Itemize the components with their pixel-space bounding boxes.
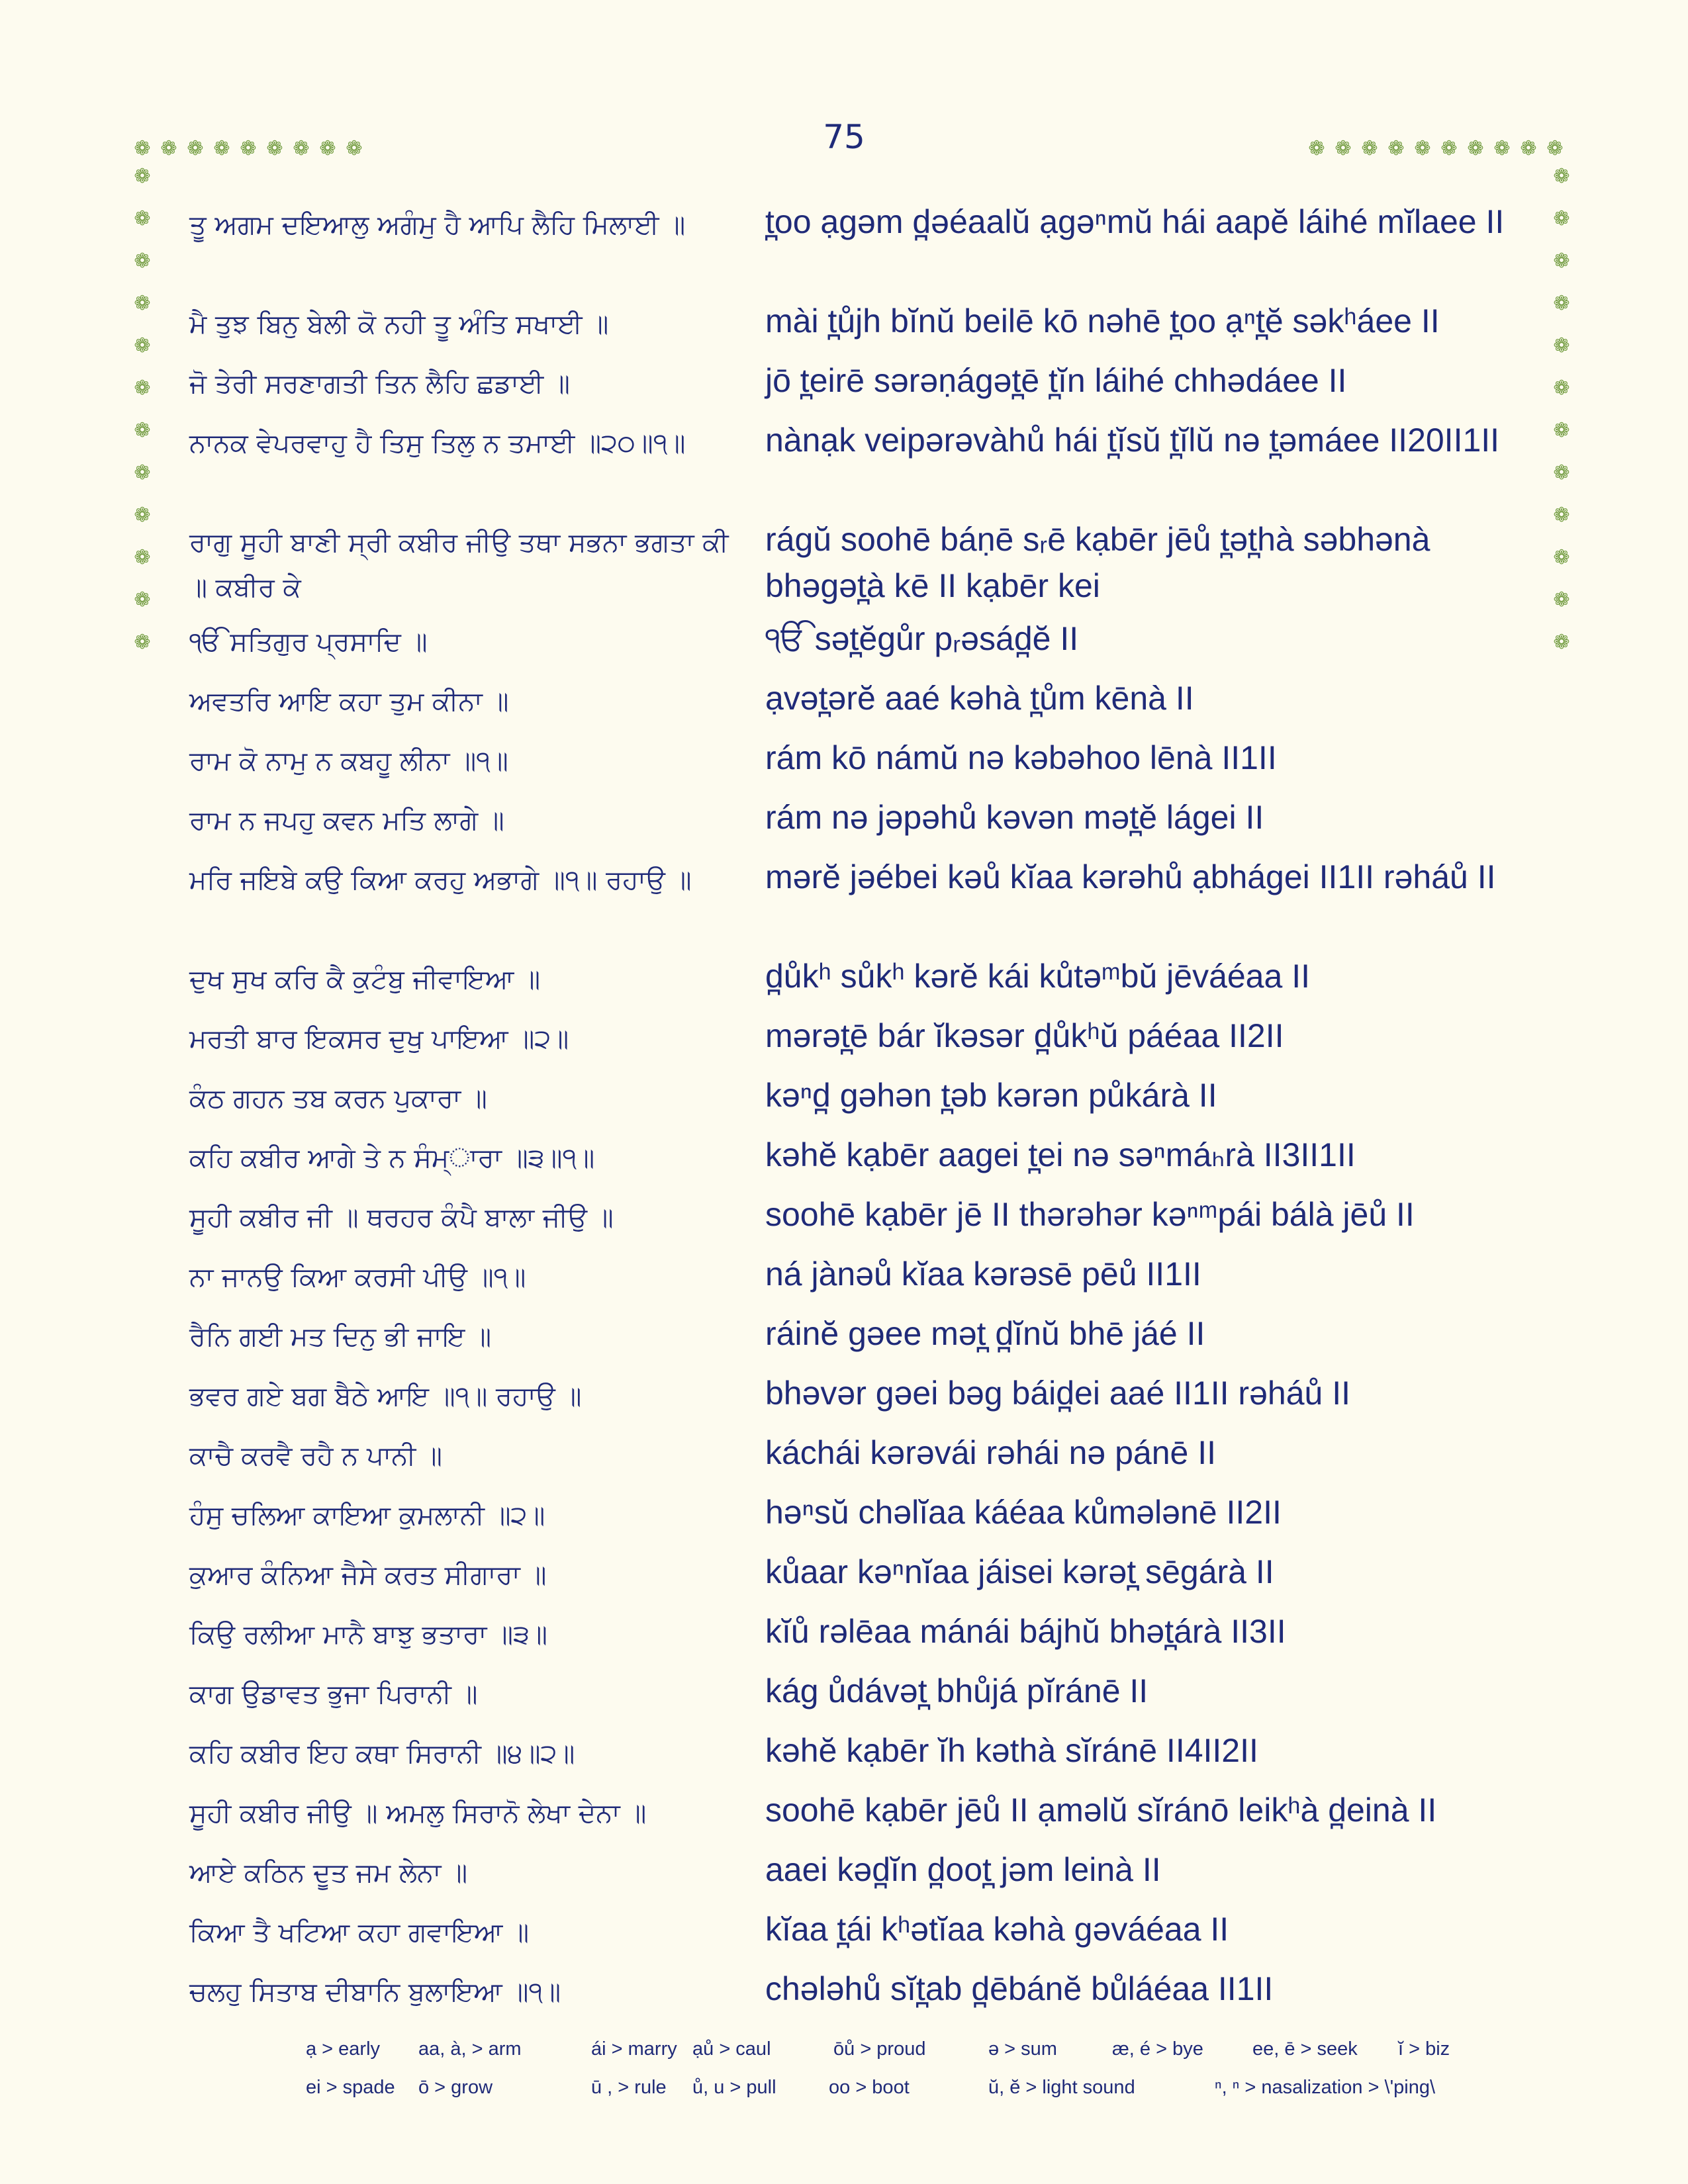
flower-icon: ❁ <box>134 207 151 230</box>
transliteration-line: jō t̪eirē sərəṇágət̪ē t̪ĭn láihé chhədáee II <box>765 362 1347 399</box>
flower-icon: ❁ <box>213 137 230 160</box>
gurmukhi-line: ਮੈ ਤੁਝ ਬਿਨੁ ਬੇਲੀ ਕੋ ਨਹੀ ਤੂ ਅੰਤਿ ਸਖਾਈ ॥ <box>189 309 609 340</box>
verse-row <box>189 1846 1540 1906</box>
verse-row <box>189 735 1540 794</box>
transliteration-line: ráinĕ gəee mət̪ d̪ĭnŭ bhē jáé II <box>765 1315 1205 1352</box>
flower-icon: ❁ <box>1493 137 1511 160</box>
flower-icon: ❁ <box>134 588 151 612</box>
verse-row <box>189 615 1540 675</box>
flower-icon: ❁ <box>1387 137 1405 160</box>
flower-icon: ❁ <box>134 546 151 569</box>
verse-row <box>189 298 1540 357</box>
legend-item: ĭ > biz <box>1398 2038 1450 2060</box>
verse-row <box>189 1191 1540 1251</box>
gurmukhi-line: ਤੂ ਅਗਮ ਦਇਆਲੁ ਅਗੰਮੁ ਹੈ ਆਪਿ ਲੈਹਿ ਮਿਲਾਈ ॥ <box>189 210 686 240</box>
verse-row <box>189 1727 1540 1787</box>
page-number: 75 <box>823 118 865 156</box>
transliteration-line: kůaar kəⁿnĭaa jáisei kərət̪ sēgárà II <box>765 1553 1274 1590</box>
gurmukhi-line: ਨਾ ਜਾਨਉ ਕਿਆ ਕਰਸੀ ਪੀਉ ॥੧॥ <box>189 1262 526 1293</box>
transliteration-line: ạvət̪ərĕ aaé kəhà t̪ům kēnà II <box>765 680 1194 717</box>
verse-row <box>189 953 1540 1013</box>
verse-row <box>189 1787 1540 1846</box>
flower-icon: ❁ <box>293 137 310 160</box>
legend-item: æ, é > bye <box>1112 2038 1203 2060</box>
gurmukhi-line: ਚਲਹੁ ਸਿਤਾਬ ਦੀਬਾਨਿ ਬੁਲਾਇਆ ॥੧॥ <box>189 1977 561 2007</box>
verse-row <box>189 1966 1540 2025</box>
transliteration-line: kəⁿd̪ gəhən t̪əb kərən půkárà II <box>765 1077 1217 1114</box>
flower-icon: ❁ <box>1553 250 1570 273</box>
legend-item: ŭ, ĕ > light sound <box>988 2077 1135 2098</box>
flower-icon: ❁ <box>1553 631 1570 654</box>
flower-icon: ❁ <box>1553 546 1570 569</box>
legend-item: ō > grow <box>418 2077 493 2098</box>
gurmukhi-line: ਕੰਠ ਗਹਨ ਤਬ ਕਰਨ ਪੁਕਾਰਾ ॥ <box>189 1083 487 1114</box>
legend-item: ee, ē > seek <box>1252 2038 1358 2060</box>
gurmukhi-line: ਰਾਮ ਕੋ ਨਾਮੁ ਨ ਕਬਹੂ ਲੀਨਾ ॥੧॥ <box>189 746 508 776</box>
transliteration-line: ná jànəů kĭaa kərəsē pēů II1II <box>765 1255 1201 1293</box>
flower-icon: ❁ <box>134 504 151 527</box>
gurmukhi-line: ੴ ਸਤਿਗੁਰ ਪ੍ਰਸਾਦਿ ॥ <box>189 627 428 657</box>
transliteration-line: chələhů sĭt̪ab d̪ēbánĕ bůláéaa II1II <box>765 1970 1274 2007</box>
flower-icon: ❁ <box>1308 137 1325 160</box>
transliteration-line: mài t̪ůjh bĭnŭ beilē kō nəhē t̪oo ạⁿt̪ĕ səkʰáee II <box>765 302 1440 340</box>
flower-icon: ❁ <box>1553 207 1570 230</box>
transliteration-line: rám nə jəpəhů kəvən mət̪ĕ lágei II <box>765 799 1264 836</box>
transliteration-line: mərĕ jəébei kəů kĭaa kərəhů ạbhágei II1II rəháů II <box>765 858 1496 895</box>
legend-item: ů, u > pull <box>692 2077 776 2098</box>
verse-row <box>189 1013 1540 1072</box>
transliteration-line: t̪oo ạgəm d̪əéaalŭ ạgəⁿmŭ hái aapĕ láihé mĭlaee II <box>765 203 1505 240</box>
flower-icon: ❁ <box>319 137 336 160</box>
transliteration-line: kĭaa t̪ái kʰətĭaa kəhà gəváéaa II <box>765 1911 1229 1948</box>
flower-icon: ❁ <box>187 137 204 160</box>
verse-row <box>189 1310 1540 1370</box>
legend-item: ạ > early <box>306 2038 381 2060</box>
gurmukhi-line: ਆਏ ਕਠਿਨ ਦੂਤ ਜਮ ਲੇਨਾ ॥ <box>189 1858 468 1888</box>
legend-item: aa, à, > arm <box>418 2038 522 2060</box>
flower-icon: ❁ <box>134 137 151 160</box>
flower-icon: ❁ <box>346 137 363 160</box>
transliteration-line: bhəvər gəei bəg báid̪ei aaé II1II rəháů II <box>765 1375 1350 1412</box>
legend-row-1 <box>0 2038 1688 2077</box>
flower-icon: ❁ <box>1414 137 1431 160</box>
gurmukhi-line: ਕੁਆਰ ਕੰਨਿਆ ਜੈਸੇ ਕਰਤ ਸੀਗਾਰਾ ॥ <box>189 1560 547 1590</box>
transliteration-line: kəhĕ kạbēr aagei t̪ei nə səⁿmáₕrà II3II1II <box>765 1136 1356 1173</box>
legend-item: ū , > rule <box>591 2077 667 2098</box>
gurmukhi-line: ਮਰਿ ਜਇਬੇ ਕਉ ਕਿਆ ਕਰਹੁ ਅਭਾਗੇ ॥੧॥ ਰਹਾਉ ॥ <box>189 865 692 895</box>
verse-row <box>189 1549 1540 1608</box>
transliteration-line: soohē kạbēr jē II thərəhər kəⁿᵐpái bálà jēů II <box>765 1196 1415 1233</box>
gurmukhi-line: ਰਾਮ ਨ ਜਪਹੁ ਕਵਨ ਮਤਿ ਲਾਗੇ ॥ <box>189 805 504 836</box>
gurmukhi-line: ਅਵਤਰਿ ਆਇ ਕਹਾ ਤੁਮ ਕੀਨਾ ॥ <box>189 686 509 717</box>
flower-icon: ❁ <box>1553 588 1570 612</box>
flower-icon: ❁ <box>1553 377 1570 400</box>
transliteration-line: d̪ůkʰ sůkʰ kərĕ kái kůtəᵐbŭ jēváéaa II <box>765 958 1310 995</box>
legend-item: ạů > caul <box>692 2038 771 2060</box>
transliteration-line: mərət̪ē bár ĭkəsər d̪ůkʰŭ páéaa II2II <box>765 1017 1284 1054</box>
legend-item: ⁿ, ⁿ > nasalization > \'ping\ <box>1215 2077 1436 2098</box>
flower-icon: ❁ <box>1553 504 1570 527</box>
verse-row <box>189 1132 1540 1191</box>
flower-icon: ❁ <box>1440 137 1458 160</box>
verse-row <box>189 1906 1540 1966</box>
transliteration-line: kág ůdávət̪ bhůjá pĭránē II <box>765 1672 1149 1709</box>
gurmukhi-line: ਭਵਰ ਗਏ ਬਗ ਬੈਠੇ ਆਇ ॥੧॥ ਰਹਾਉ ॥ <box>189 1381 582 1412</box>
transliteration-line: ੴ sət̪ĕgůr pᵣəsád̪ĕ II <box>765 620 1079 657</box>
flower-icon: ❁ <box>1553 334 1570 357</box>
transliteration-line: kəhĕ kạbēr ĭh kəthà sĭránē II4II2II <box>765 1732 1258 1769</box>
flower-icon: ❁ <box>1361 137 1378 160</box>
legend-item: ōů > proud <box>833 2038 926 2060</box>
verse-row <box>189 675 1540 735</box>
flower-icon: ❁ <box>1553 419 1570 442</box>
transliteration-line: soohē kạbēr jēů II ạməlŭ sĭránō leikʰà d̪einà II <box>765 1792 1437 1829</box>
gurmukhi-line: ਸੂਹੀ ਕਬੀਰ ਜੀਉ ॥ ਅਮਲੁ ਸਿਰਾਨੋ ਲੇਖਾ ਦੇਨਾ ॥ <box>189 1798 647 1829</box>
flower-icon: ❁ <box>134 292 151 315</box>
transliteration-line: káchái kərəvái rəhái nə pánē II <box>765 1434 1216 1471</box>
transliteration-line: aaei kəd̪ĭn d̪oot̪ jəm leinà II <box>765 1851 1161 1888</box>
gurmukhi-line: ਦੁਖ ਸੁਖ ਕਰਿ ਕੈ ਕੁਟੰਬੁ ਜੀਵਾਇਆ ॥ <box>189 964 541 995</box>
verse-row <box>189 1370 1540 1430</box>
flower-icon: ❁ <box>1520 137 1537 160</box>
flower-icon: ❁ <box>134 250 151 273</box>
flower-icon: ❁ <box>266 137 283 160</box>
verse-row <box>189 1668 1540 1727</box>
gurmukhi-line: ਕਹਿ ਕਬੀਰ ਇਹ ਕਥਾ ਸਿਰਾਨੀ ॥੪॥੨॥ <box>189 1739 575 1769</box>
legend-item: ə > sum <box>988 2038 1057 2060</box>
verse-row <box>189 1430 1540 1489</box>
verse-list <box>189 199 1540 2025</box>
pronunciation-legend <box>0 2038 1688 2115</box>
flower-icon: ❁ <box>240 137 257 160</box>
flower-icon: ❁ <box>160 137 177 160</box>
verse-row <box>189 199 1540 298</box>
legend-item: ái > marry <box>591 2038 677 2060</box>
verse-row <box>189 1072 1540 1132</box>
gurmukhi-line: ਨਾਨਕ ਵੇਪਰਵਾਹੁ ਹੈ ਤਿਸੁ ਤਿਲੁ ਨ ਤਮਾਈ ॥੨੦॥੧॥ <box>189 428 686 459</box>
verse-row <box>189 1489 1540 1549</box>
flower-icon: ❁ <box>134 419 151 442</box>
gurmukhi-line: ਕਹਿ ਕਬੀਰ ਆਗੇ ਤੇ ਨ ਸੰਮ੍ਾਰਾ ॥੩॥੧॥ <box>189 1143 595 1173</box>
verse-row <box>189 516 1540 615</box>
legend-item: oo > boot <box>829 2077 910 2098</box>
flower-icon: ❁ <box>134 631 151 654</box>
transliteration-line: rám kō námŭ nə kəbəhoo lēnà II1II <box>765 739 1277 776</box>
verse-row <box>189 854 1540 953</box>
verse-row <box>189 1251 1540 1310</box>
transliteration-line: kĭů rəlēaa mánái bájhŭ bhət̪árà II3II <box>765 1613 1286 1650</box>
flower-icon: ❁ <box>134 461 151 484</box>
flower-icon: ❁ <box>1553 165 1570 188</box>
flower-icon: ❁ <box>134 377 151 400</box>
flower-icon: ❁ <box>134 334 151 357</box>
verse-row <box>189 417 1540 516</box>
transliteration-line: nànạk veipərəvàhů hái t̪ĭsŭ t̪ĭlŭ nə t̪əmáee II20II1II <box>765 422 1500 459</box>
gurmukhi-line: ਕਾਚੈ ਕਰਵੈ ਰਹੈ ਨ ਪਾਨੀ ॥ <box>189 1441 442 1471</box>
flower-icon: ❁ <box>134 165 151 188</box>
legend-item: ei > spade <box>306 2077 395 2098</box>
flower-icon: ❁ <box>1553 461 1570 484</box>
gurmukhi-line: ਕਾਗ ਉਡਾਵਤ ਭੁਜਾ ਪਿਰਾਨੀ ॥ <box>189 1679 478 1709</box>
verse-row <box>189 1608 1540 1668</box>
transliteration-line: rágŭ soohē báṇē sᵣē kạbēr jēů t̪ət̪hà səbhənà bhəgət̪à kē II kạbēr kei <box>765 521 1430 604</box>
verse-row <box>189 357 1540 417</box>
gurmukhi-line: ਕਿਉ ਰਲੀਆ ਮਾਨੈ ਬਾਝੁ ਭਤਾਰਾ ॥੩॥ <box>189 1619 547 1650</box>
transliteration-line: həⁿsŭ chəlĭaa káéaa kůmələnē II2II <box>765 1494 1282 1531</box>
flower-icon: ❁ <box>1335 137 1352 160</box>
legend-row-2 <box>0 2077 1688 2115</box>
gurmukhi-line: ਹੰਸੁ ਚਲਿਆ ਕਾਇਆ ਕੁਮਲਾਨੀ ॥੨॥ <box>189 1500 545 1531</box>
verse-row <box>189 794 1540 854</box>
flower-icon: ❁ <box>1467 137 1484 160</box>
flower-icon: ❁ <box>1553 292 1570 315</box>
gurmukhi-line: ਰਾਗੁ ਸੂਹੀ ਬਾਣੀ ਸ੍ਰੀ ਕਬੀਰ ਜੀਉ ਤਥਾ ਸਭਨਾ ਭਗਤਾ ਕੀ ॥ ਕਬੀਰ ਕੇ <box>189 527 729 603</box>
flower-icon: ❁ <box>1546 137 1564 160</box>
gurmukhi-line: ਮਰਤੀ ਬਾਰ ਇਕਸਰ ਦੁਖੁ ਪਾਇਆ ॥੨॥ <box>189 1024 569 1054</box>
gurmukhi-line: ਸੂਹੀ ਕਬੀਰ ਜੀ ॥ ਥਰਹਰ ਕੰਪੈ ਬਾਲਾ ਜੀਉ ॥ <box>189 1203 614 1233</box>
gurmukhi-line: ਜੋ ਤੇਰੀ ਸਰਣਾਗਤੀ ਤਿਨ ਲੈਹਿ ਛਡਾਈ ॥ <box>189 369 570 399</box>
gurmukhi-line: ਰੈਨਿ ਗਈ ਮਤ ਦਿਨੁ ਭੀ ਜਾਇ ॥ <box>189 1322 492 1352</box>
gurmukhi-line: ਕਿਆ ਤੈ ਖਟਿਆ ਕਹਾ ਗਵਾਇਆ ॥ <box>189 1917 530 1948</box>
